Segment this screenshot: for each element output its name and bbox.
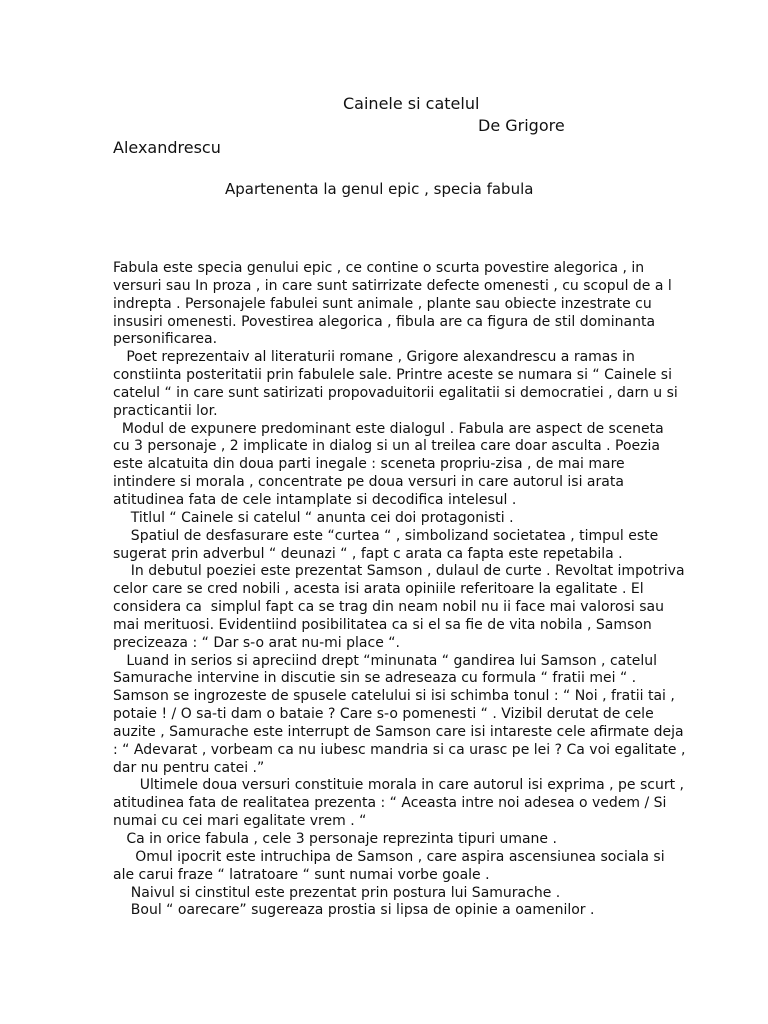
text-line: : “ Adevarat , vorbeam ca nu iubesc mandria si ca urasc pe lei ? Ca voi egalitate , xyxy=(113,741,686,758)
text-line: insusiri omenesti. Povestirea alegorica , fibula are ca figura de stil dominanta xyxy=(113,313,656,330)
text-line: dar nu pentru catei .” xyxy=(113,759,265,776)
text-line: mai merituosi. Evidentiind posibilitatea ca si el sa fie de vita nobila , Samson xyxy=(113,616,652,633)
text-line: atitudinea fata de cele intamplate si decodifica intelesul . xyxy=(113,491,517,508)
text-line: Samurache intervine in discutie sin se adreseaza cu formula “ fratii mei “ . xyxy=(113,670,637,687)
text-line: versuri sau In proza , in care sunt satirrizate defecte omenesti , cu scopul de a l xyxy=(113,277,672,294)
text-line: cu 3 personaje , 2 implicate in dialog si un al treilea care doar asculta . Poezia xyxy=(113,438,660,455)
text-line: Titlul “ Cainele si catelul “ anunta cei doi protagonisti . xyxy=(113,509,514,526)
text-line: Naivul si cinstitul este prezentat prin postura lui Samurache . xyxy=(113,884,561,901)
text-line: atitudinea fata de realitatea prezenta : “ Aceasta intre noi adesea o vedem / Si xyxy=(113,795,667,812)
author-line-1: De Grigore xyxy=(478,116,565,135)
text-line: potaie ! / O sa-ti dam o bataie ? Care s-o pomenesti “ . Vizibil derutat de cele xyxy=(113,706,654,723)
body-text xyxy=(113,260,686,920)
text-line: Ca in orice fabula , cele 3 personaje reprezinta tipuri umane . xyxy=(113,831,557,847)
text-line: precizeaza : “ Dar s-o arat nu-mi place “. xyxy=(113,634,400,651)
text-line: intindere si morala , concentrate pe doua versuri in care autorul isi arata xyxy=(113,474,624,491)
text-line: Poet reprezentaiv al literaturii romane , Grigore alexandrescu a ramas in xyxy=(113,349,635,366)
text-line: Modul de expunere predominant este dialogul . Fabula are aspect de sceneta xyxy=(113,420,664,437)
text-line: celor care se cred nobili , acesta isi arata opiniile referitoare la egalitate . El xyxy=(113,581,644,598)
document-subtitle: Apartenenta la genul epic , specia fabula xyxy=(225,180,534,198)
text-line: In debutul poeziei este prezentat Samson , dulaul de curte . Revoltat impotriva xyxy=(113,563,685,580)
author-line-2: Alexandrescu xyxy=(113,138,221,157)
text-line: ale carui fraze “ latratoare “ sunt numai vorbe goale . xyxy=(113,866,490,883)
text-line: auzite , Samurache este interrupt de Samson care isi intareste cele afirmate deja xyxy=(113,723,684,740)
text-line: practicantii lor. xyxy=(113,402,218,419)
text-line: catelul “ in care sunt satirizati propovaduitorii egalitatii si democratiei , darn u si xyxy=(113,384,678,401)
text-line: Ultimele doua versuri constituie morala in care autorul isi exprima , pe scurt , xyxy=(113,777,684,794)
text-line: constiinta posteritatii prin fabulele sale. Printre aceste se numara si “ Cainele si xyxy=(113,367,672,384)
text-line: Boul “ oarecare” sugereaza prostia si lipsa de opinie a oamenilor . xyxy=(113,902,595,919)
text-line: Omul ipocrit este intruchipa de Samson , care aspira ascensiunea sociala si xyxy=(113,848,665,865)
text-line: numai cu cei mari egalitate vrem . “ xyxy=(113,813,367,830)
text-line: Samson se ingrozeste de spusele catelului si isi schimba tonul : “ Noi , fratii tai , xyxy=(113,688,675,705)
text-line: este alcatuita din doua parti inegale : sceneta propriu-zisa , de mai mare xyxy=(113,456,625,473)
text-line: Fabula este specia genului epic , ce contine o scurta povestire alegorica , in xyxy=(113,260,645,276)
text-line: indrepta . Personajele fabulei sunt animale , plante sau obiecte inzestrate cu xyxy=(113,295,652,312)
text-line: sugerat prin adverbul “ deunazi “ , fapt c arata ca fapta este repetabila . xyxy=(113,545,623,562)
text-line: personificarea. xyxy=(113,331,218,348)
text-line: Spatiul de desfasurare este “curtea “ , simbolizand societatea , timpul este xyxy=(113,527,659,544)
text-line: Luand in serios si apreciind drept “minunata “ gandirea lui Samson , catelul xyxy=(113,652,657,669)
text-line: considera ca simplul fapt ca se trag din neam nobil nu ii face mai valorosi sau xyxy=(113,599,664,616)
document-title: Cainele si catelul xyxy=(343,94,480,113)
